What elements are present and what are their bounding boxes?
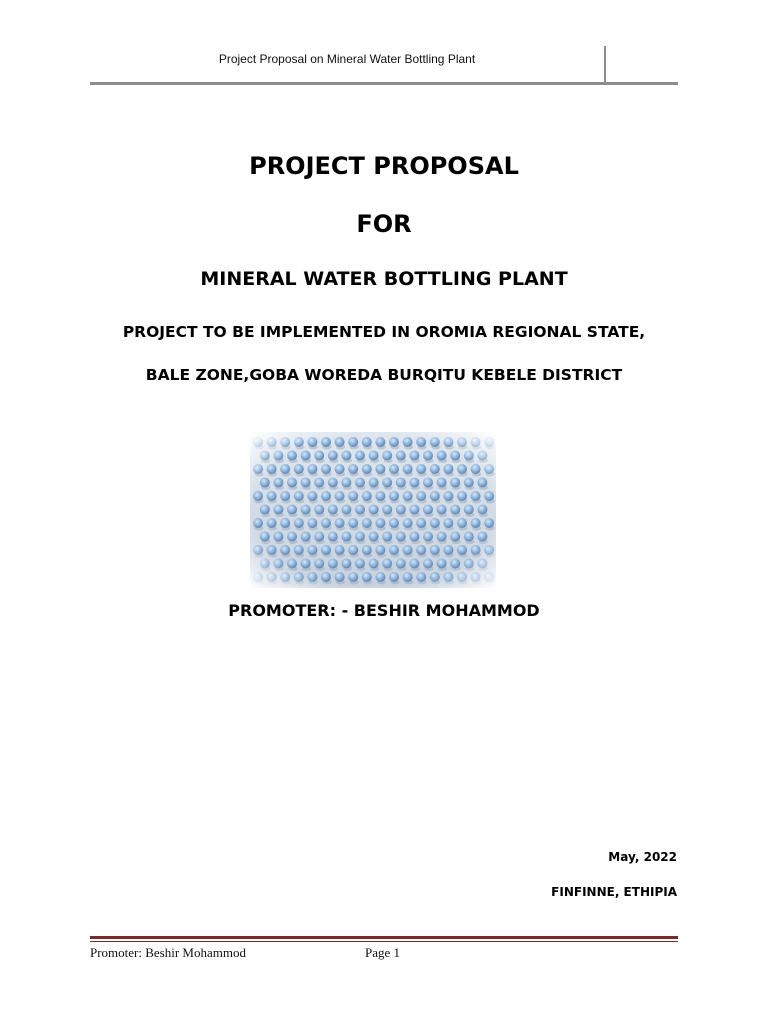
bottles-image (250, 432, 496, 588)
location-line-1: PROJECT TO BE IMPLEMENTED IN OROMIA REGIONAL STATE, (122, 323, 646, 341)
proposal-date: May, 2022 (608, 850, 677, 864)
bottles-illustration (250, 432, 496, 588)
proposal-place: FINFINNE, ETHIPIA (551, 885, 677, 899)
footer-rule-thin (90, 941, 678, 942)
proposal-title: PROJECT PROPOSAL (249, 152, 519, 180)
header-vertical-bar (604, 46, 606, 83)
promoter-name: PROMOTER: - BESHIR MOHAMMOD (228, 601, 540, 620)
proposal-for: FOR (356, 210, 412, 238)
header-title: Project Proposal on Mineral Water Bottling Plant (218, 52, 476, 66)
footer-rule-thick (90, 936, 678, 939)
footer-page-number: Page 1 (365, 945, 401, 960)
header-rule (90, 82, 678, 85)
plant-title: MINERAL WATER BOTTLING PLANT (200, 268, 568, 290)
footer-promoter: Promoter: Beshir Mohammod (90, 945, 246, 960)
location-line-2: BALE ZONE,GOBA WOREDA BURQITU KEBELE DISTRICT (145, 366, 623, 384)
